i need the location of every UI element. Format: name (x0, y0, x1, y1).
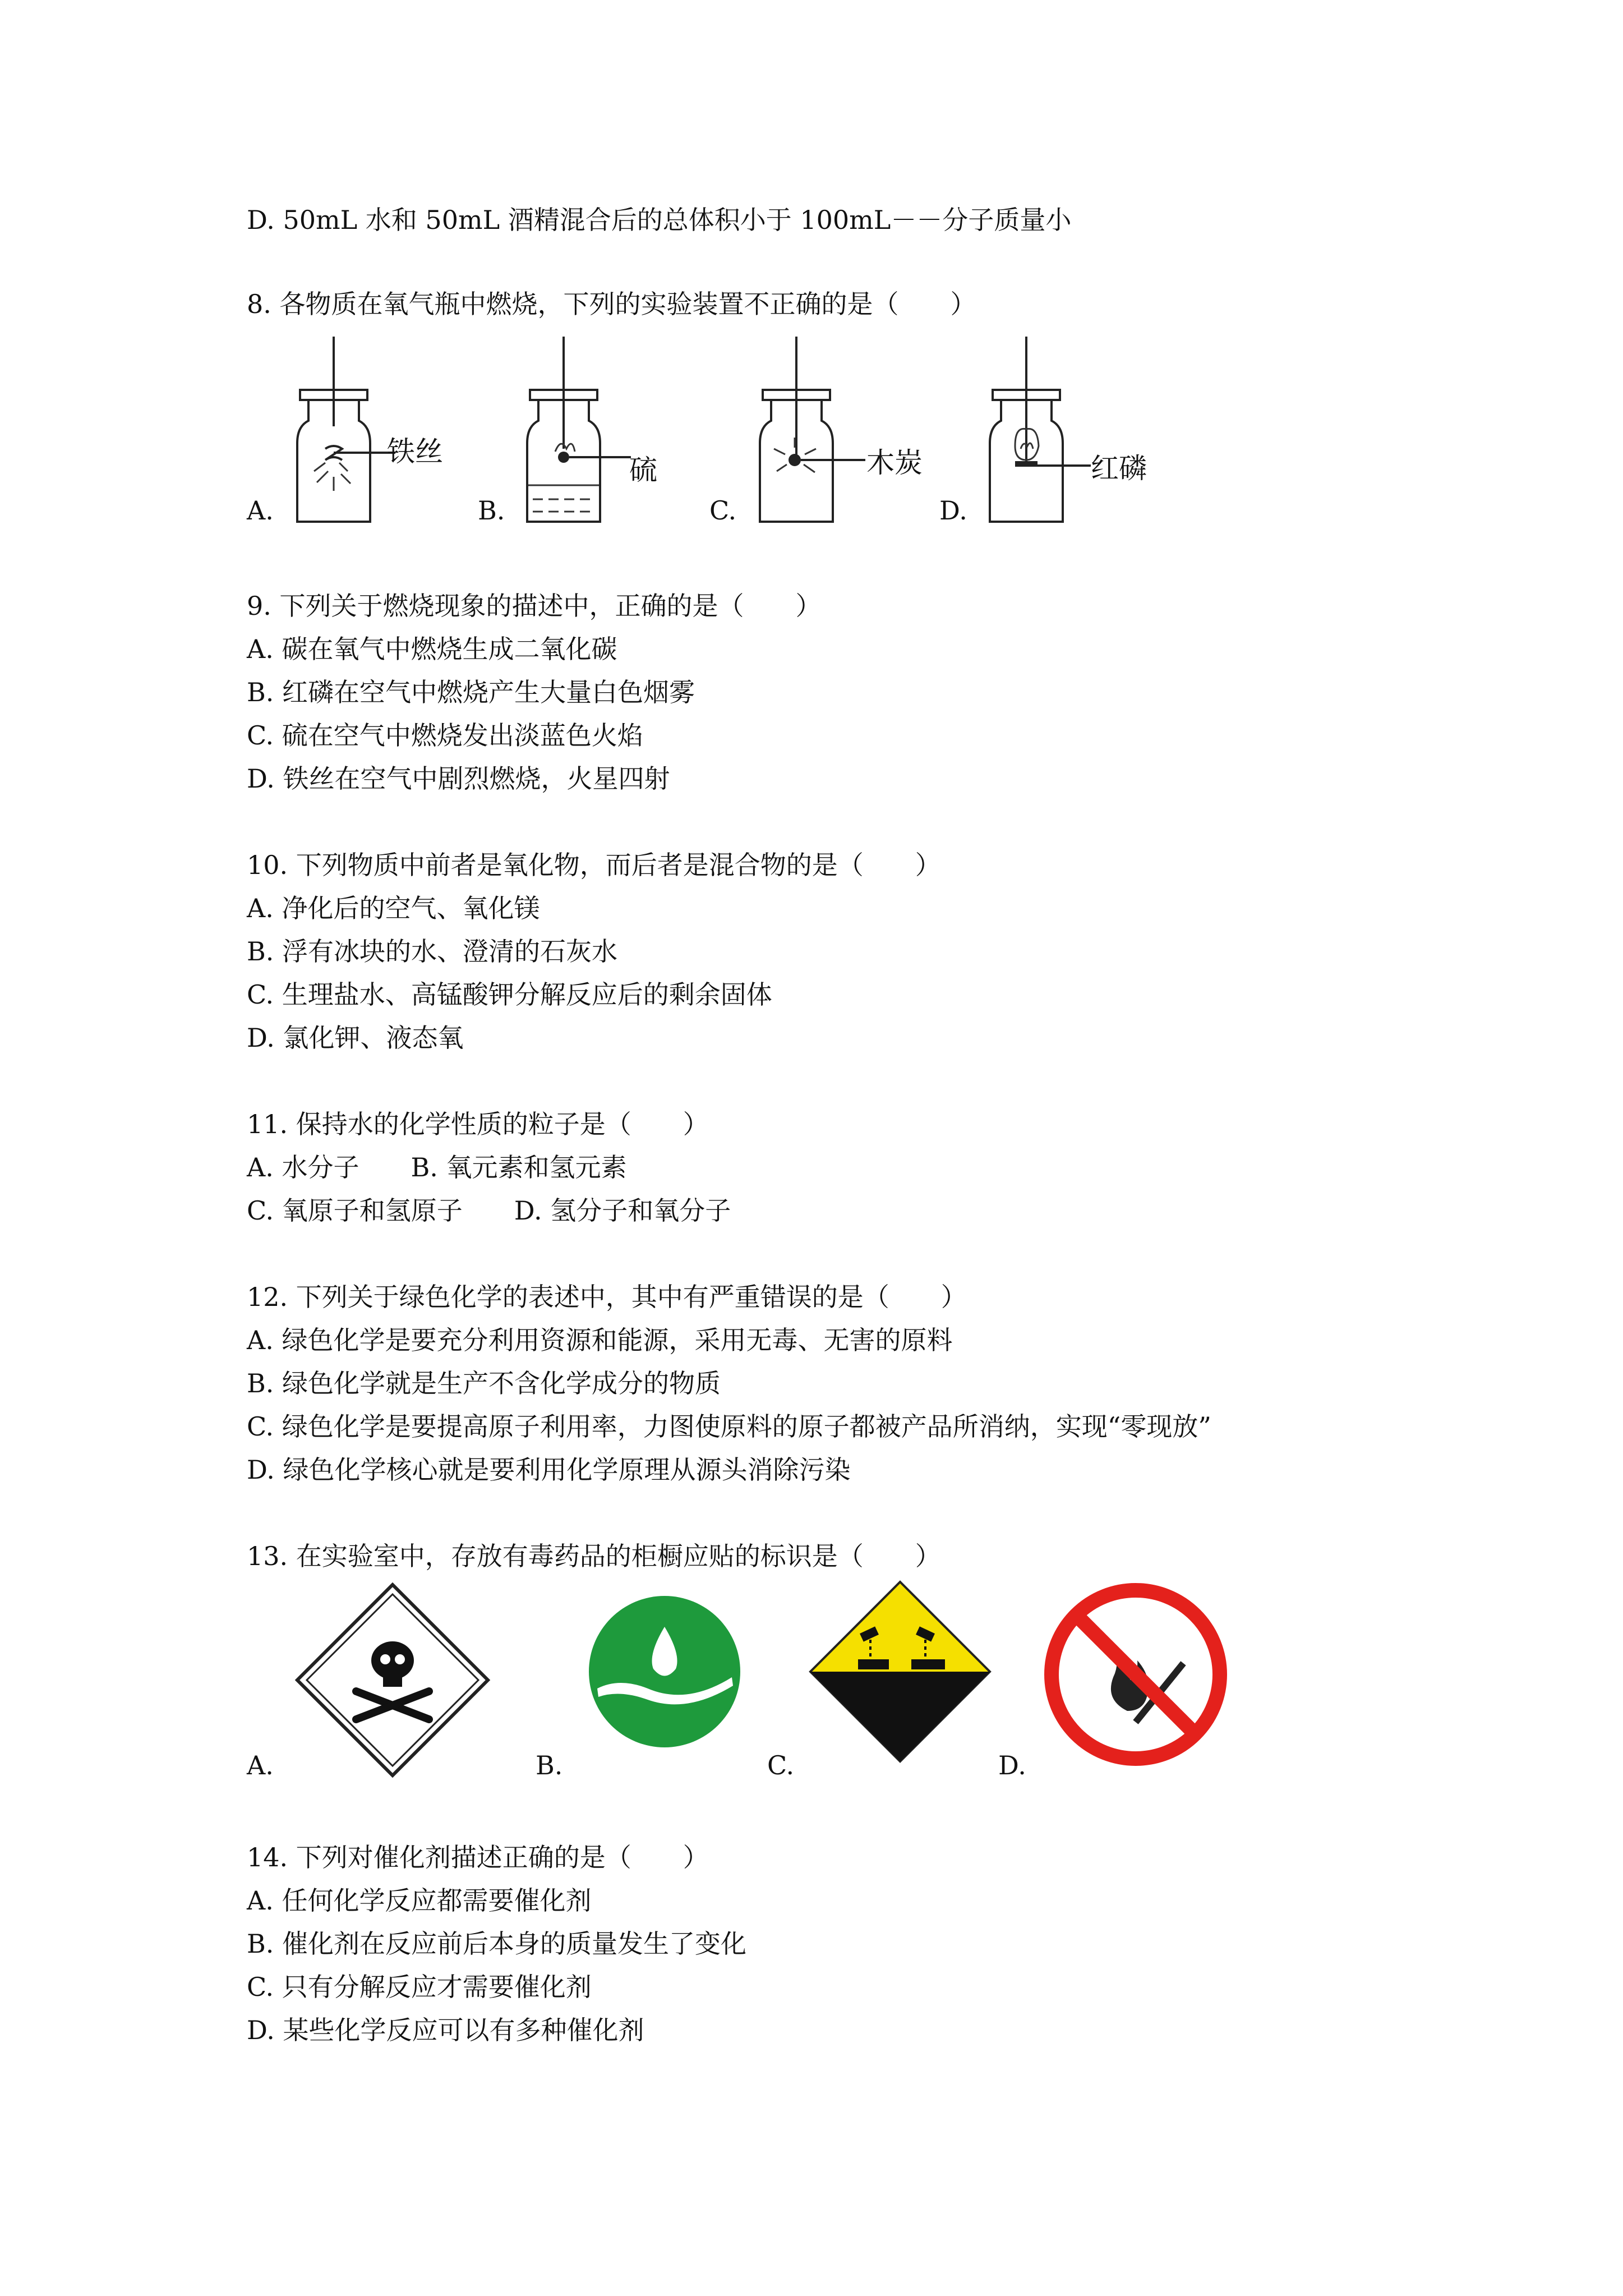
q14-option-a: A. 任何化学反应都需要催化剂 (247, 1885, 592, 1916)
water-saving-icon (586, 1593, 743, 1750)
q10-option-b: B. 浮有冰块的水、澄清的石灰水 (247, 936, 618, 967)
q7-option-d: D. 50mL 水和 50mL 酒精混合后的总体积小于 100mL－－分子质量小 (247, 205, 1072, 235)
q12-option-a: A. 绿色化学是要充分利用资源和能源，采用无毒、无害的原料 (247, 1325, 953, 1355)
q8-label-b: B. (478, 495, 505, 526)
q9-option-a: A. 碳在氧气中燃烧生成二氧化碳 (247, 634, 617, 664)
q13-stem: 13. 在实验室中，存放有毒药品的柜橱应贴的标识是（ ） (247, 1541, 941, 1571)
q9-option-c: C. 硫在空气中燃烧发出淡蓝色火焰 (247, 720, 643, 751)
jar-charcoal (754, 337, 838, 527)
q12-option-c: C. 绿色化学是要提高原子利用率，力图使原料的原子都被产品所消纳，实现“零现放” (247, 1411, 1211, 1442)
q11-options-row1: A. 水分子 B. 氧元素和氢元素 (247, 1152, 627, 1182)
q8-label-d: D. (939, 495, 967, 526)
q9-option-b: B. 红磷在空气中燃烧产生大量白色烟雾 (247, 677, 695, 707)
q10-option-d: D. 氯化钾、液态氧 (247, 1023, 464, 1053)
no-fire-icon (1043, 1582, 1228, 1767)
q12-stem: 12. 下列关于绿色化学的表述中，其中有严重错误的是（ ） (247, 1282, 967, 1312)
q12-option-d: D. 绿色化学核心就是要利用化学原理从源头消除污染 (247, 1455, 851, 1485)
q13-label-d: D. (998, 1750, 1026, 1780)
substance-iron-wire: 铁丝 (387, 435, 443, 468)
toxic-skull-icon (294, 1582, 491, 1778)
corrosive-icon (808, 1579, 993, 1764)
q13-label-c: C. (767, 1750, 795, 1780)
q13-label-a: A. (247, 1750, 274, 1780)
q8-label-a: A. (247, 495, 274, 526)
q12-option-b: B. 绿色化学就是生产不含化学成分的物质 (247, 1368, 721, 1398)
q11-options-row2: C. 氧原子和氢原子 D. 氢分子和氧分子 (247, 1195, 731, 1226)
q10-stem: 10. 下列物质中前者是氧化物，而后者是混合物的是（ ） (247, 850, 941, 880)
substance-sulfur: 硫 (629, 454, 657, 486)
jar-iron-wire (292, 337, 376, 527)
jar-red-phosphorus (984, 337, 1068, 527)
q14-stem: 14. 下列对催化剂描述正确的是（ ） (247, 1842, 709, 1872)
q14-option-d: D. 某些化学反应可以有多种催化剂 (247, 2015, 644, 2045)
q14-option-c: C. 只有分解反应才需要催化剂 (247, 1972, 592, 2002)
q10-option-c: C. 生理盐水、高锰酸钾分解反应后的剩余固体 (247, 979, 772, 1010)
substance-charcoal: 木炭 (866, 447, 923, 479)
q8-label-c: C. (709, 495, 737, 526)
q10-option-a: A. 净化后的空气、氧化镁 (247, 893, 540, 923)
q9-option-d: D. 铁丝在空气中剧烈燃烧，火星四射 (247, 763, 670, 794)
jar-sulfur (522, 337, 606, 527)
q8-stem: 8. 各物质在氧气瓶中燃烧，下列的实验装置不正确的是（ ） (247, 289, 976, 319)
q14-option-b: B. 催化剂在反应前后本身的质量发生了变化 (247, 1929, 747, 1959)
q11-stem: 11. 保持水的化学性质的粒子是（ ） (247, 1109, 709, 1139)
substance-red-phosphorus: 红磷 (1091, 452, 1147, 485)
q9-stem: 9. 下列关于燃烧现象的描述中，正确的是（ ） (247, 591, 822, 621)
q13-label-b: B. (536, 1750, 563, 1780)
